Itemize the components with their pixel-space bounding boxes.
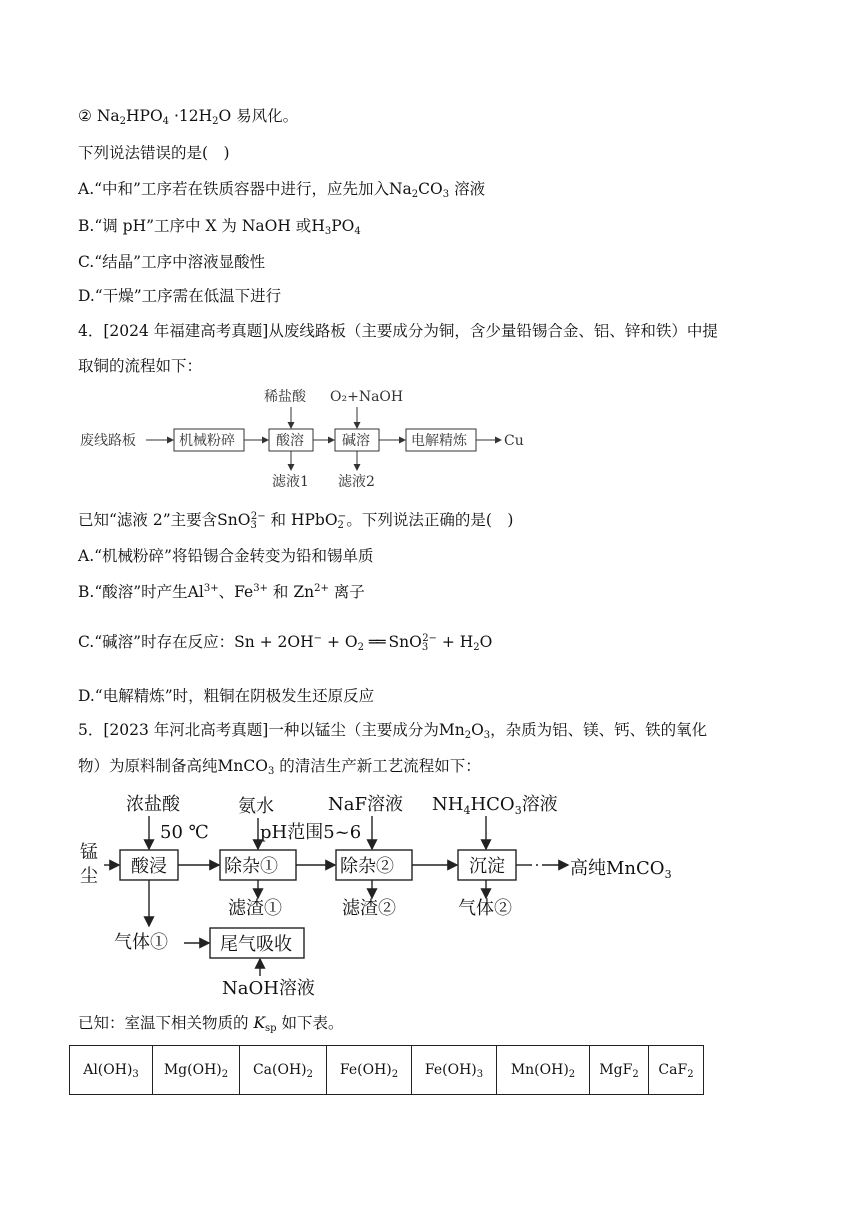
flow5-nh4hco3: $NH_4HCO_3$溶液 [432, 794, 558, 817]
q4-option-d: D.“电解精炼”时，粗铜在阴极发生还原反应 [78, 687, 375, 705]
flow5-step-absorb: 尾气吸收 [220, 934, 292, 955]
flow5-naf: NaF溶液 [328, 794, 403, 815]
q5-line1: 5．[2023 年河北高考真题]一种以锰尘（主要成分为$Mn_2O_3$，杂质为铝、镁、钙、铁的氧化 [78, 721, 708, 741]
ksp-col-feoh2: $Fe(OH)_2$ [327, 1046, 412, 1095]
q4-option-c: C.“碱溶”时存在反应：$Sn + 2OH^- + O_2$ ══ $SnO_3^{2-} + H_2O$ [78, 633, 493, 653]
flow5-gas1: 气体① [114, 932, 168, 953]
ksp-col-caoh2: $Ca(OH)_2$ [240, 1046, 327, 1095]
ksp-col-aloh3: $Al(OH)_3$ [70, 1046, 153, 1095]
flow5-naoh: NaOH溶液 [222, 978, 315, 999]
flow5-start-1: 锰 [80, 842, 98, 863]
q3-option-b: B.“调 pH”工序中 X 为 NaOH 或$H_3PO_4$ [78, 217, 361, 237]
flow5-gas2: 气体② [458, 898, 512, 919]
flow5-residue2: 滤渣② [342, 898, 396, 919]
q3-option-a: A.“中和”工序若在铁质容器中进行，应先加入$Na_2CO_3$ 溶液 [78, 180, 486, 200]
flow-step-base: 碱溶 [342, 433, 370, 449]
flow-step-electrolysis: 电解精炼 [411, 433, 467, 449]
flow-reagent-o2-naoh: O₂+NaOH [330, 389, 404, 405]
flow-start-label: 废线路板 [80, 433, 136, 449]
q5-line2: 物）为原料制备高纯MnCO$_3$ 的清洁生产新工艺流程如下： [78, 757, 481, 777]
q5-known: 已知：室温下相关物质的 $K_{sp}$ 如下表。 [78, 1014, 344, 1034]
flow5-start-2: 尘 [80, 866, 98, 887]
q4-line2: 取铜的流程如下： [78, 357, 203, 375]
flow-step-acid: 酸溶 [276, 433, 304, 449]
ksp-table [69, 1045, 704, 1095]
flow5-acid: 浓盐酸 [126, 794, 180, 815]
flow5-ph: pH范围5~6 [260, 822, 362, 843]
flow-filtrate-1: 滤液1 [272, 474, 309, 490]
q3-option-c: C.“结晶”工序中溶液显酸性 [78, 253, 266, 271]
q4-known: 已知“滤液 2”主要含SnO$_3^{2-}$ 和 HPbO$_2$−。下列说法正确的是( ) [78, 511, 514, 531]
note-2: ② $Na_2HPO_4 \cdot 12H_2O$ 易风化。 [78, 107, 299, 127]
q4-line1: 4．[2024 年福建高考真题]从废线路板（主要成分为铜，含少量铅锡合金、铝、锌和铁）中提 [78, 322, 718, 340]
q4-flow-diagram [76, 380, 536, 498]
ksp-col-caf2: CaF$_2$ [649, 1046, 704, 1095]
q4-option-b: B.“酸溶”时产生$Al^{3+}$、$Fe^{3+}$ 和 $Zn^{2+}$ 离子 [78, 583, 365, 601]
flow5-step-precipitate: 沉淀 [469, 856, 505, 877]
flow-step-crush: 机械粉碎 [179, 433, 235, 449]
flow5-step-leach: 酸浸 [131, 856, 167, 877]
q4-option-a: A.“机械粉碎”将铅锡合金转变为铅和锡单质 [78, 547, 374, 565]
ksp-col-mnoh2: $Mn(OH)_2$ [497, 1046, 590, 1095]
flow5-step-purify2: 除杂② [340, 856, 394, 877]
q5-flow-diagram [76, 786, 686, 1000]
flow5-ammonia: 氨水 [238, 796, 274, 817]
flow-product-cu: Cu [504, 433, 524, 449]
flow-filtrate-2: 滤液2 [338, 474, 375, 490]
flow5-step-purify1: 除杂① [224, 856, 278, 877]
flow-reagent-acid: 稀盐酸 [264, 389, 306, 405]
ksp-col-mgf2: MgF$_2$ [590, 1046, 649, 1095]
ksp-table-header-row [70, 1046, 704, 1095]
ksp-col-feoh3: $Fe(OH)_3$ [412, 1046, 497, 1095]
ksp-col-mgoh2: $Mg(OH)_2$ [153, 1046, 240, 1095]
q3-option-d: D.“干燥”工序需在低温下进行 [78, 287, 282, 305]
q3-stem: 下列说法错误的是( ) [78, 144, 230, 162]
flow5-product: 高纯MnCO$_3$ [570, 858, 672, 881]
flow5-temp: 50 ℃ [160, 822, 209, 843]
flow5-residue1: 滤渣① [228, 898, 282, 919]
